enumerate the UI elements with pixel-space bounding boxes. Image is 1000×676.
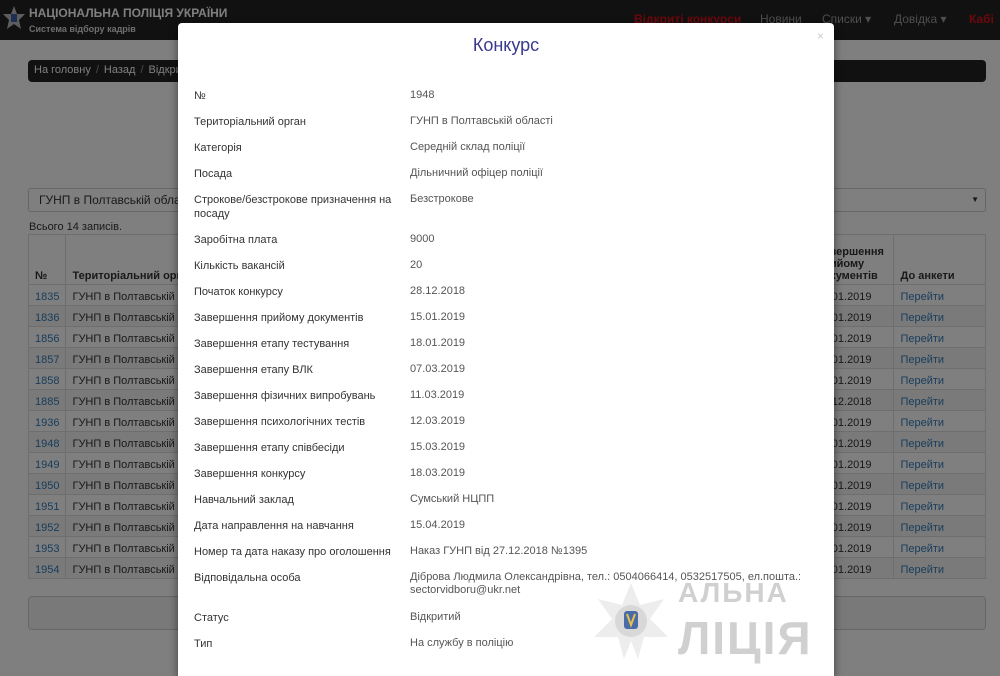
detail-row [194, 259, 814, 285]
detail-value: 15.01.2019 [410, 311, 466, 323]
detail-label: Завершення етапу співбесіди [194, 442, 345, 454]
detail-row [194, 233, 814, 259]
detail-value: 15.03.2019 [410, 441, 466, 453]
detail-row [194, 285, 814, 311]
detail-row [194, 441, 814, 467]
detail-row [194, 141, 814, 167]
detail-label: Початок конкурсу [194, 286, 283, 298]
detail-value: Дільничний офіцер поліції [410, 167, 543, 179]
detail-label: Заробітна плата [194, 234, 278, 246]
watermark-line2: ЛІЦІЯ [678, 612, 813, 664]
detail-value: ГУНП в Полтавській області [410, 115, 553, 127]
detail-label: Дата направлення на навчання [194, 520, 354, 532]
detail-label: Відповідальна особа [194, 572, 301, 584]
detail-label: Категорія [194, 142, 242, 154]
modal-title: Конкурс [472, 35, 540, 55]
contest-details [194, 89, 814, 663]
detail-row [194, 337, 814, 363]
detail-row [194, 467, 814, 493]
detail-value: 9000 [410, 233, 435, 245]
detail-row [194, 493, 814, 519]
detail-row [194, 363, 814, 389]
close-icon[interactable]: × [816, 29, 824, 43]
detail-value: 18.01.2019 [410, 337, 466, 349]
detail-label: Територіальний орган [194, 116, 306, 128]
detail-row [194, 519, 814, 545]
detail-label: Посада [194, 168, 233, 180]
detail-value: Безстрокове [410, 193, 474, 205]
detail-row [194, 415, 814, 441]
detail-row [194, 545, 814, 571]
detail-row [194, 193, 814, 233]
detail-row [194, 571, 814, 611]
contest-modal [178, 23, 834, 676]
detail-label: Завершення етапу тестування [194, 338, 350, 350]
detail-value: Середній склад поліції [410, 141, 526, 153]
detail-label: Завершення конкурсу [194, 468, 306, 480]
detail-value: Наказ ГУНП від 27.12.2018 №1395 [410, 545, 588, 557]
detail-label: Номер та дата наказу про оголошення [194, 546, 391, 558]
detail-value: 18.03.2019 [410, 467, 466, 479]
detail-value: Діброва Людмила Олександрівна, тел.: 0504066414, 0532517505, ел.пошта.: sectorvidboru@ukr.net [410, 571, 802, 596]
detail-label: Тип [194, 638, 213, 650]
detail-value: На службу в поліцію [410, 637, 514, 649]
detail-value: 12.03.2019 [410, 415, 466, 427]
detail-value: 07.03.2019 [410, 363, 466, 375]
detail-row [194, 167, 814, 193]
detail-label: Завершення фізичних випробувань [194, 390, 376, 402]
detail-label: Статус [194, 612, 229, 624]
detail-value: 1948 [410, 89, 435, 101]
detail-label: Строкове/безстрокове призначення на посаду [194, 194, 392, 220]
detail-row [194, 115, 814, 141]
detail-row [194, 89, 814, 115]
detail-value: 11.03.2019 [410, 389, 465, 401]
detail-label: Завершення психологічних тестів [194, 416, 366, 428]
detail-row [194, 637, 814, 663]
detail-label: Завершення етапу ВЛК [194, 364, 313, 376]
detail-row [194, 611, 814, 637]
detail-row [194, 311, 814, 337]
detail-label: Кількість вакансій [194, 260, 285, 272]
detail-label: Завершення прийому документів [194, 312, 364, 324]
detail-value: 20 [410, 259, 423, 271]
watermark-line1: АЛЬНА [678, 577, 789, 608]
detail-value: 28.12.2018 [410, 285, 466, 297]
detail-value: Сумський НЦПП [410, 493, 495, 505]
detail-value: 15.04.2019 [410, 519, 466, 531]
detail-row [194, 389, 814, 415]
detail-label: № [194, 90, 206, 102]
detail-label: Навчальний заклад [194, 494, 294, 506]
detail-value: Відкритий [410, 611, 461, 623]
